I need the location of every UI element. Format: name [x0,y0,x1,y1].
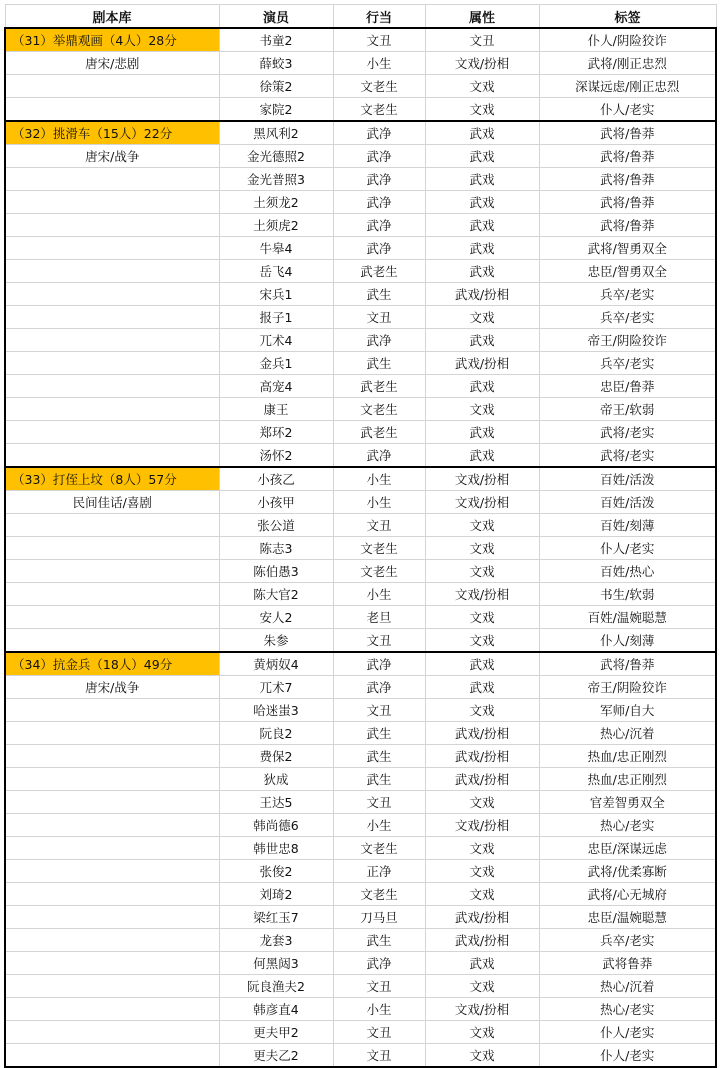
role-type-cell[interactable]: 武净 [333,191,425,214]
actor-cell[interactable]: 兀术4 [219,329,333,352]
table-row [5,722,716,745]
attribute-cell[interactable]: 文丑 [425,28,539,52]
attribute-cell[interactable]: 武戏/扮相 [425,906,539,929]
table-row [5,699,716,722]
tags-cell[interactable]: 武将鲁莽 [539,952,716,975]
actor-cell[interactable]: 书童2 [219,28,333,52]
role-type-cell[interactable]: 武生 [333,352,425,375]
drama-empty-cell[interactable] [5,375,219,398]
role-type-cell[interactable]: 文丑 [333,514,425,537]
attribute-cell[interactable]: 武戏 [425,145,539,168]
tags-cell[interactable]: 热血/忠正刚烈 [539,745,716,768]
actor-cell[interactable]: 韩尚德6 [219,814,333,837]
drama-empty-cell[interactable] [5,768,219,791]
table-row [5,329,716,352]
attribute-cell[interactable]: 文戏 [425,98,539,122]
tags-cell[interactable]: 兵卒/老实 [539,929,716,952]
attribute-cell[interactable]: 文戏 [425,837,539,860]
role-type-cell[interactable]: 老旦 [333,606,425,629]
tags-cell[interactable]: 武将/智勇双全 [539,237,716,260]
table-row [5,791,716,814]
table-row [5,421,716,444]
actor-cell[interactable]: 安人2 [219,606,333,629]
drama-empty-cell[interactable] [5,906,219,929]
attribute-cell[interactable]: 武戏/扮相 [425,929,539,952]
actor-cell[interactable]: 王达5 [219,791,333,814]
drama-empty-cell[interactable] [5,837,219,860]
table-row [5,75,716,98]
actor-cell[interactable]: 陈大官2 [219,583,333,606]
actor-cell[interactable]: 韩世忠8 [219,837,333,860]
drama-empty-cell[interactable] [5,583,219,606]
drama-empty-cell[interactable] [5,1021,219,1044]
table-row [5,606,716,629]
role-type-cell[interactable]: 文老生 [333,560,425,583]
role-type-cell[interactable]: 文丑 [333,629,425,653]
attribute-cell[interactable]: 文戏 [425,398,539,421]
tags-cell[interactable]: 武将/鲁莽 [539,145,716,168]
role-type-cell[interactable]: 武生 [333,722,425,745]
drama-empty-cell[interactable] [5,260,219,283]
drama-empty-cell[interactable] [5,191,219,214]
role-type-cell[interactable]: 小生 [333,52,425,75]
role-type-cell[interactable]: 文丑 [333,28,425,52]
drama-empty-cell[interactable] [5,237,219,260]
drama-empty-cell[interactable] [5,699,219,722]
drama-empty-cell[interactable] [5,791,219,814]
drama-empty-cell[interactable] [5,444,219,468]
tags-cell[interactable]: 武将/优柔寡断 [539,860,716,883]
tags-cell[interactable]: 忠臣/深谋远虑 [539,837,716,860]
role-type-cell[interactable]: 武老生 [333,375,425,398]
actor-cell[interactable]: 报子1 [219,306,333,329]
role-type-cell[interactable]: 刀马旦 [333,906,425,929]
table-row [5,583,716,606]
tags-cell[interactable]: 仆人/阴险狡诈 [539,28,716,52]
role-type-cell[interactable]: 武生 [333,283,425,306]
tags-cell[interactable]: 军师/自大 [539,699,716,722]
table-row [5,214,716,237]
drama-genre-cell[interactable]: 唐宋/战争 [5,145,219,168]
actor-cell[interactable]: 金光普照3 [219,168,333,191]
actor-cell[interactable]: 小孩甲 [219,491,333,514]
tags-cell[interactable]: 忠臣/温婉聪慧 [539,906,716,929]
table-row [5,121,716,145]
table-row [5,560,716,583]
role-type-cell[interactable]: 武净 [333,237,425,260]
drama-genre-cell[interactable]: 唐宋/悲剧 [5,52,219,75]
attribute-cell[interactable]: 文戏 [425,975,539,998]
tags-cell[interactable]: 百姓/活泼 [539,467,716,491]
tags-cell[interactable]: 热心/老实 [539,998,716,1021]
attribute-cell[interactable]: 武戏 [425,260,539,283]
role-type-cell[interactable]: 武净 [333,952,425,975]
table-row [5,952,716,975]
role-type-cell[interactable]: 文老生 [333,537,425,560]
drama-empty-cell[interactable] [5,560,219,583]
header-tags[interactable]: 标签 [539,5,716,29]
table-row [5,191,716,214]
table-row [5,306,716,329]
tags-cell[interactable]: 仆人/老实 [539,1044,716,1068]
drama-empty-cell[interactable] [5,421,219,444]
header-actor[interactable]: 演员 [219,5,333,29]
role-type-cell[interactable]: 武净 [333,145,425,168]
role-type-cell[interactable]: 小生 [333,491,425,514]
tags-cell[interactable]: 帝王/阴险狡诈 [539,329,716,352]
role-type-cell[interactable]: 正净 [333,860,425,883]
drama-empty-cell[interactable] [5,1044,219,1068]
actor-cell[interactable]: 黄炳奴4 [219,652,333,676]
role-type-cell[interactable]: 武生 [333,929,425,952]
actor-cell[interactable]: 宋兵1 [219,283,333,306]
actor-cell[interactable]: 兀术7 [219,676,333,699]
actor-cell[interactable]: 郑环2 [219,421,333,444]
attribute-cell[interactable]: 文戏/扮相 [425,583,539,606]
attribute-cell[interactable]: 武戏 [425,676,539,699]
attribute-cell[interactable]: 文戏 [425,75,539,98]
drama-empty-cell[interactable] [5,329,219,352]
drama-empty-cell[interactable] [5,352,219,375]
actor-cell[interactable]: 土须龙2 [219,191,333,214]
attribute-cell[interactable]: 武戏 [425,444,539,468]
table-row [5,837,716,860]
header-role-type[interactable]: 行当 [333,5,425,29]
role-type-cell[interactable]: 文老生 [333,837,425,860]
table-row [5,514,716,537]
role-type-cell[interactable]: 小生 [333,583,425,606]
table-row [5,745,716,768]
tags-cell[interactable]: 热心/沉着 [539,975,716,998]
drama-empty-cell[interactable] [5,883,219,906]
table-row [5,491,716,514]
table-row [5,467,716,491]
role-type-cell[interactable]: 小生 [333,998,425,1021]
actor-cell[interactable]: 金光德照2 [219,145,333,168]
actor-cell[interactable]: 康王 [219,398,333,421]
role-type-cell[interactable]: 武生 [333,768,425,791]
actor-cell[interactable]: 何黑闼3 [219,952,333,975]
attribute-cell[interactable]: 文戏/扮相 [425,52,539,75]
role-type-cell[interactable]: 文丑 [333,975,425,998]
tags-cell[interactable]: 热心/沉着 [539,722,716,745]
attribute-cell[interactable]: 文戏 [425,537,539,560]
attribute-cell[interactable]: 武戏 [425,952,539,975]
drama-genre-cell[interactable]: 民间佳话/喜剧 [5,491,219,514]
tags-cell[interactable]: 帝王/阴险狡诈 [539,676,716,699]
table-row [5,444,716,468]
header-row [5,5,716,29]
actor-cell[interactable]: 牛皋4 [219,237,333,260]
table-row [5,883,716,906]
table-row [5,52,716,75]
actor-cell[interactable]: 更夫乙2 [219,1044,333,1068]
table-row [5,906,716,929]
attribute-cell[interactable]: 武戏/扮相 [425,722,539,745]
actor-cell[interactable]: 黑风利2 [219,121,333,145]
role-type-cell[interactable]: 文老生 [333,98,425,122]
attribute-cell[interactable]: 武戏 [425,214,539,237]
attribute-cell[interactable]: 文戏 [425,306,539,329]
drama-title-cell[interactable]: （34）抗金兵（18人）49分 [5,652,219,676]
attribute-cell[interactable]: 文戏 [425,1044,539,1068]
table-row [5,676,716,699]
tags-cell[interactable]: 兵卒/老实 [539,352,716,375]
actor-cell[interactable]: 土须虎2 [219,214,333,237]
role-type-cell[interactable]: 文丑 [333,699,425,722]
tags-cell[interactable]: 兵卒/老实 [539,283,716,306]
role-type-cell[interactable]: 武老生 [333,260,425,283]
tags-cell[interactable]: 兵卒/老实 [539,306,716,329]
drama-empty-cell[interactable] [5,929,219,952]
actor-cell[interactable]: 汤怀2 [219,444,333,468]
actor-cell[interactable]: 金兵1 [219,352,333,375]
drama-empty-cell[interactable] [5,398,219,421]
role-type-cell[interactable]: 武净 [333,329,425,352]
drama-empty-cell[interactable] [5,975,219,998]
role-type-cell[interactable]: 武净 [333,214,425,237]
attribute-cell[interactable]: 文戏 [425,699,539,722]
actor-cell[interactable]: 薛蛟3 [219,52,333,75]
actor-cell[interactable]: 龙套3 [219,929,333,952]
attribute-cell[interactable]: 武戏 [425,168,539,191]
drama-empty-cell[interactable] [5,75,219,98]
attribute-cell[interactable]: 文戏 [425,791,539,814]
actor-cell[interactable]: 陈志3 [219,537,333,560]
attribute-cell[interactable]: 文戏 [425,883,539,906]
role-type-cell[interactable]: 小生 [333,467,425,491]
attribute-cell[interactable]: 武戏 [425,329,539,352]
tags-cell[interactable]: 深谋远虑/刚正忠烈 [539,75,716,98]
tags-cell[interactable]: 百姓/热心 [539,560,716,583]
role-type-cell[interactable]: 武净 [333,168,425,191]
attribute-cell[interactable]: 武戏/扮相 [425,768,539,791]
table-row [5,375,716,398]
role-type-cell[interactable]: 武净 [333,676,425,699]
tags-cell[interactable]: 热血/忠正刚烈 [539,768,716,791]
actor-cell[interactable]: 哈迷蚩3 [219,699,333,722]
attribute-cell[interactable]: 武戏 [425,375,539,398]
tags-cell[interactable]: 忠臣/鲁莽 [539,375,716,398]
drama-empty-cell[interactable] [5,514,219,537]
table-row [5,975,716,998]
attribute-cell[interactable]: 文戏 [425,560,539,583]
tags-cell[interactable]: 热心/老实 [539,814,716,837]
actor-cell[interactable]: 小孩乙 [219,467,333,491]
table-row [5,1044,716,1068]
drama-genre-cell[interactable]: 唐宋/战争 [5,676,219,699]
tags-cell[interactable]: 仆人/老实 [539,537,716,560]
drama-empty-cell[interactable] [5,952,219,975]
drama-empty-cell[interactable] [5,814,219,837]
role-type-cell[interactable]: 文丑 [333,1044,425,1068]
tags-cell[interactable]: 武将/鲁莽 [539,214,716,237]
attribute-cell[interactable]: 文戏/扮相 [425,814,539,837]
actor-cell[interactable]: 张公道 [219,514,333,537]
table-row [5,352,716,375]
table-row [5,537,716,560]
script-table [4,4,717,1068]
drama-title-cell[interactable]: （32）挑滑车（15人）22分 [5,121,219,145]
drama-empty-cell[interactable] [5,629,219,653]
tags-cell[interactable]: 忠臣/智勇双全 [539,260,716,283]
table-row [5,929,716,952]
table-row [5,814,716,837]
actor-cell[interactable]: 徐策2 [219,75,333,98]
actor-cell[interactable]: 刘琦2 [219,883,333,906]
tags-cell[interactable]: 百姓/活泼 [539,491,716,514]
table-row [5,652,716,676]
drama-empty-cell[interactable] [5,860,219,883]
actor-cell[interactable]: 梁红玉7 [219,906,333,929]
attribute-cell[interactable]: 文戏 [425,514,539,537]
attribute-cell[interactable]: 武戏 [425,421,539,444]
actor-cell[interactable]: 韩彦直4 [219,998,333,1021]
table-row [5,237,716,260]
table-row [5,629,716,653]
drama-empty-cell[interactable] [5,168,219,191]
table-row [5,168,716,191]
tags-cell[interactable]: 百姓/刻薄 [539,514,716,537]
attribute-cell[interactable]: 文戏 [425,629,539,653]
table-row [5,98,716,122]
drama-empty-cell[interactable] [5,722,219,745]
attribute-cell[interactable]: 文戏 [425,1021,539,1044]
role-type-cell[interactable]: 武生 [333,745,425,768]
tags-cell[interactable]: 百姓/温婉聪慧 [539,606,716,629]
role-type-cell[interactable]: 文丑 [333,1021,425,1044]
drama-empty-cell[interactable] [5,606,219,629]
actor-cell[interactable]: 阮良2 [219,722,333,745]
drama-empty-cell[interactable] [5,745,219,768]
script-library-sheet [4,4,715,1068]
actor-cell[interactable]: 阮良渔夫2 [219,975,333,998]
role-type-cell[interactable]: 文老生 [333,75,425,98]
table-row [5,1021,716,1044]
tags-cell[interactable]: 武将/鲁莽 [539,652,716,676]
table-row [5,860,716,883]
table-row [5,998,716,1021]
attribute-cell[interactable]: 武戏 [425,191,539,214]
attribute-cell[interactable]: 文戏/扮相 [425,491,539,514]
tags-cell[interactable]: 武将/鲁莽 [539,168,716,191]
table-row [5,283,716,306]
role-type-cell[interactable]: 武净 [333,444,425,468]
actor-cell[interactable]: 费保2 [219,745,333,768]
actor-cell[interactable]: 岳飞4 [219,260,333,283]
attribute-cell[interactable]: 武戏/扮相 [425,352,539,375]
tags-cell[interactable]: 仆人/刻薄 [539,629,716,653]
tags-cell[interactable]: 仆人/老实 [539,98,716,122]
tags-cell[interactable]: 武将/刚正忠烈 [539,52,716,75]
drama-empty-cell[interactable] [5,998,219,1021]
attribute-cell[interactable]: 武戏/扮相 [425,283,539,306]
actor-cell[interactable]: 更夫甲2 [219,1021,333,1044]
table-row [5,768,716,791]
tags-cell[interactable]: 武将/鲁莽 [539,121,716,145]
attribute-cell[interactable]: 文戏/扮相 [425,467,539,491]
attribute-cell[interactable]: 文戏 [425,860,539,883]
drama-title-cell[interactable]: （31）举鼎观画（4人）28分 [5,28,219,52]
role-type-cell[interactable]: 文老生 [333,883,425,906]
tags-cell[interactable]: 武将/心无城府 [539,883,716,906]
attribute-cell[interactable]: 文戏 [425,606,539,629]
tags-cell[interactable]: 武将/老实 [539,444,716,468]
role-type-cell[interactable]: 文老生 [333,398,425,421]
table-row [5,398,716,421]
role-type-cell[interactable]: 武老生 [333,421,425,444]
role-type-cell[interactable]: 武净 [333,652,425,676]
drama-empty-cell[interactable] [5,98,219,122]
role-type-cell[interactable]: 武净 [333,121,425,145]
tags-cell[interactable]: 帝王/软弱 [539,398,716,421]
attribute-cell[interactable]: 武戏/扮相 [425,745,539,768]
role-type-cell[interactable]: 文丑 [333,791,425,814]
actor-cell[interactable]: 狄成 [219,768,333,791]
attribute-cell[interactable]: 武戏 [425,121,539,145]
drama-title-cell[interactable]: （33）打侄上坟（8人）57分 [5,467,219,491]
actor-cell[interactable]: 家院2 [219,98,333,122]
attribute-cell[interactable]: 武戏 [425,237,539,260]
tags-cell[interactable]: 仆人/老实 [539,1021,716,1044]
actor-cell[interactable]: 张俊2 [219,860,333,883]
tags-cell[interactable]: 武将/鲁莽 [539,191,716,214]
header-script-library[interactable]: 剧本库 [5,5,219,29]
attribute-cell[interactable]: 文戏/扮相 [425,998,539,1021]
role-type-cell[interactable]: 小生 [333,814,425,837]
table-row [5,145,716,168]
tags-cell[interactable]: 武将/老实 [539,421,716,444]
actor-cell[interactable]: 朱参 [219,629,333,653]
table-row [5,260,716,283]
table-row [5,28,716,52]
drama-empty-cell[interactable] [5,306,219,329]
drama-empty-cell[interactable] [5,214,219,237]
attribute-cell[interactable]: 武戏 [425,652,539,676]
actor-cell[interactable]: 陈伯愚3 [219,560,333,583]
tags-cell[interactable]: 官差智勇双全 [539,791,716,814]
role-type-cell[interactable]: 文丑 [333,306,425,329]
header-attribute[interactable]: 属性 [425,5,539,29]
actor-cell[interactable]: 高宠4 [219,375,333,398]
tags-cell[interactable]: 书生/软弱 [539,583,716,606]
table-body [5,28,716,1067]
drama-empty-cell[interactable] [5,283,219,306]
drama-empty-cell[interactable] [5,537,219,560]
